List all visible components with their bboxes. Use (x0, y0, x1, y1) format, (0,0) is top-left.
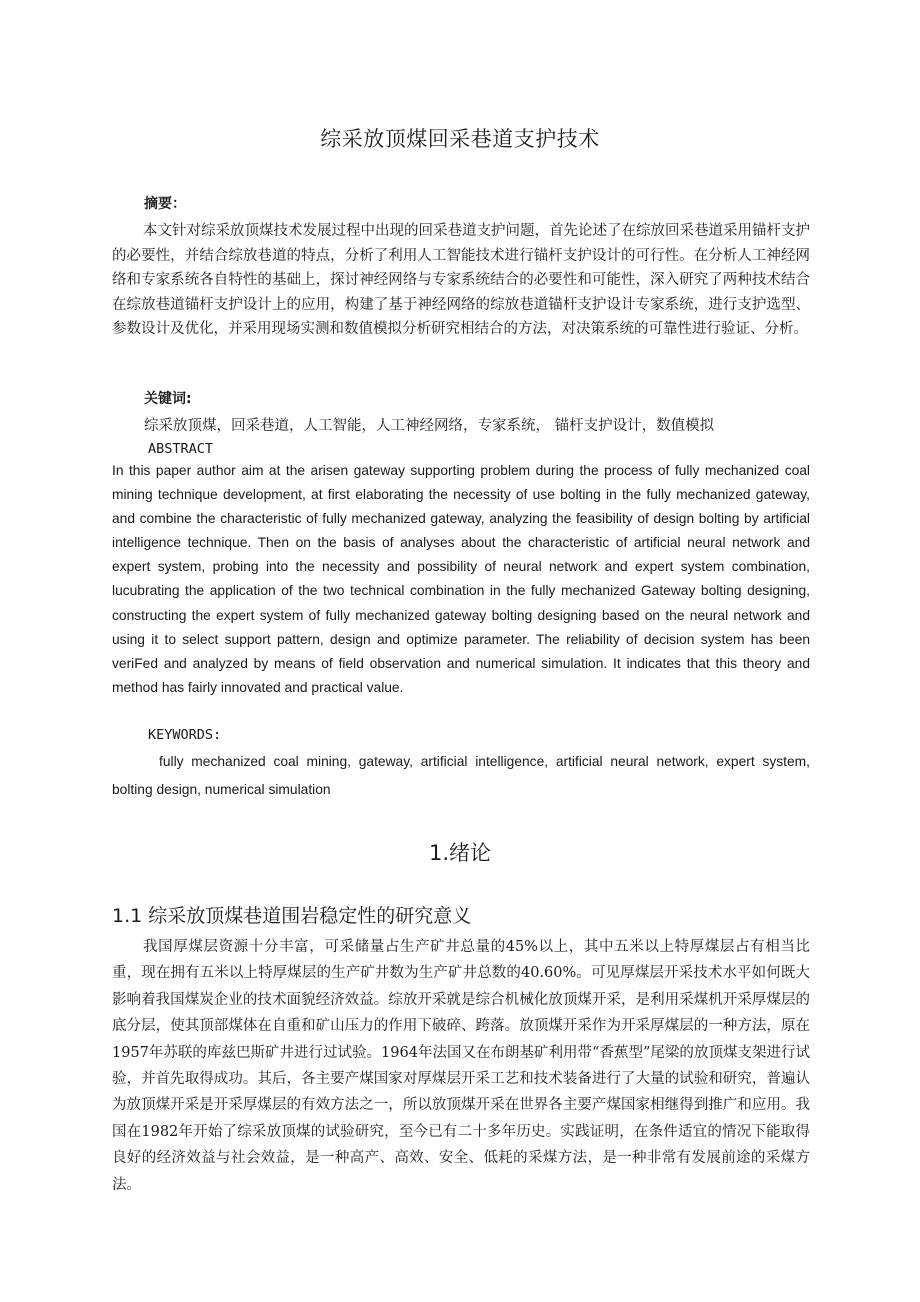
chapter-heading: 1.绪论 (428, 841, 492, 865)
abstract-label: 摘要： (144, 196, 186, 212)
abstract-en-label: ABSTRACT (148, 441, 214, 457)
abstract-paragraph: 本文针对综采放顶煤技术发展过程中出现的回采巷道支护问题，首先论述了在综放回采巷道采用锚杆支护的必要性，并结合综放巷道的特点，分析了利用人工智能技术进行锚杆支护设计的可行性。在分析人工神经网络和专家系统各自特性的基础上，探讨神经网络与专家系统结合的必要性和可能性，深入研究了两种技术结合在综放巷道锚杆支护设计上的应用，构建了基于神经网络的综放巷道锚杆支护设计专家系统，进行支护选型、参数设计及优化，并采用现场实测和数值模拟分析研究相结合的方法，对决策系统的可靠性进行验证、分析。 (112, 223, 810, 337)
abstract-en-paragraph: In this paper author aim at the arisen gateway supporting problem during the process of fully mechanized coal mining technique development, at first elaborating the necessity of use bolting in the fully mechanized gateway, and combine the characteristic of fully mechanized gateway, analyzing the feasibility of design bolting by artificial intelligence technique. Then on the basis of analyses about the characteristic of artificial neural network and expert system, probing into the necessity and possibility of neural network and expert system combination, lucubrating the application of the two technical combination in the fully mechanized Gateway bolting designing, constructing the expert system of fully mechanized gateway bolting designing based on the neural network and using it to select support pattern, design and optimize parameter. The reliability of decision system has been veriFed and analyzed by means of field observation and numerical simulation. It indicates that this theory and method has fairly innovated and practical value. (112, 463, 810, 695)
document-title: 综采放顶煤回采巷道支护技术 (320, 127, 600, 151)
keywords-en-label: KEYWORDS: (148, 727, 222, 743)
keywords-text: 综采放顶煤，回采巷道，人工智能，人工神经网络，专家系统， 锚杆支护设计，数值模拟 (144, 418, 715, 434)
keywords-en-text: fully mechanized coal mining, gateway, artificial intelligence, artificial neural network, expert system, bolting design, numerical simulation (112, 754, 810, 797)
section-heading: 1.1 综采放顶煤巷道围岩稳定性的研究意义 (112, 905, 472, 927)
keywords-label: 关键词: (144, 391, 192, 407)
section-paragraph: 我国厚煤层资源十分丰富，可采储量占生产矿井总量的45%以上，其中五米以上特厚煤层占有相当比重，现在拥有五米以上特厚煤层的生产矿井数为生产矿井总数的40.60%。可见厚煤层开采技术水平如何既大影响着我国煤炭企业的技术面貌经济效益。综放开采就是综合机械化放顶煤开采，是利用采煤机开采厚煤层的底分层，使其顶部煤体在自重和矿山压力的作用下破碎、跨落。放顶煤开采作为开采厚煤层的一种方法，原在1957年苏联的库兹巴斯矿井进行过试验。1964年法国又在布朗基矿利用带“香蕉型”尾梁的放顶煤支架进行试验，并首先取得成功。其后，各主要产煤国家对厚煤层开采工艺和技术装备进行了大量的试验和研究，普遍认为放顶煤开采是开采厚煤层的有效方法之一，所以放顶煤开采在世界各主要产煤国家相继得到推广和应用。我国在1982年开始了综采放顶煤的试验研究，至今已有二十多年历史。实践证明，在条件适宜的情况下能取得良好的经济效益与社会效益，是一种高产、高效、安全、低耗的采煤方法，是一种非常有发展前途的采煤方法。 (112, 939, 810, 1193)
